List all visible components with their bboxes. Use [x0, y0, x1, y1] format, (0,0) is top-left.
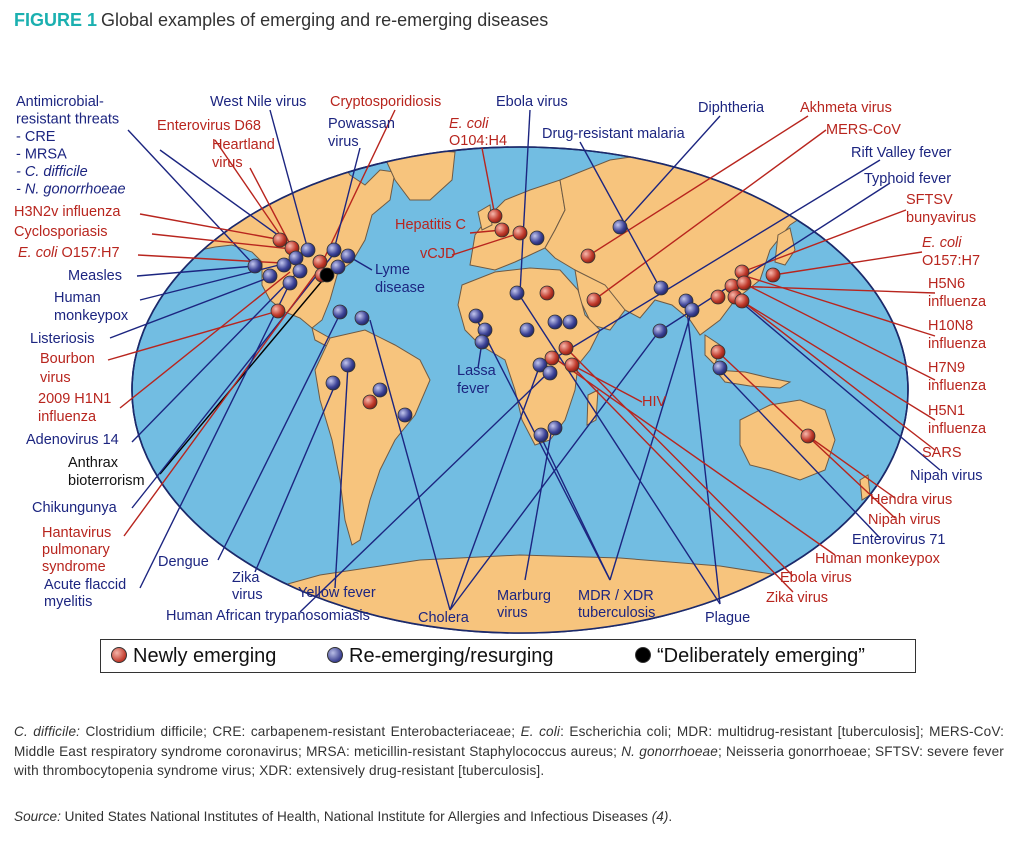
disease-label-line: Cholera	[418, 610, 469, 626]
disease-label-line: Hendra virus	[870, 492, 953, 508]
disease-label-line: - N. gonorrhoeae	[16, 181, 126, 198]
disease-label-line: virus	[212, 155, 243, 171]
disease-label-line: H5N6	[928, 276, 966, 292]
disease-label-cyclospora	[14, 224, 107, 240]
disease-label-h10n8	[928, 318, 987, 352]
disease-label-yellow	[298, 585, 376, 601]
disease-label-h5n6	[928, 276, 987, 310]
disease-label-line: Heartland	[212, 137, 275, 153]
disease-label-line: O157:H7	[922, 253, 981, 269]
source-note	[14, 809, 672, 824]
disease-label-line: Zika	[232, 570, 260, 586]
disease-label-line: Ebola virus	[496, 94, 568, 110]
disease-label-ecoli-eu	[449, 116, 507, 149]
disease-label-line: H5N1	[928, 403, 966, 419]
disease-label-line: E. coli	[449, 116, 489, 132]
re-emerging-marker	[283, 276, 297, 290]
newly-emerging-marker	[540, 286, 554, 300]
disease-label-line: influenza	[38, 409, 97, 425]
re-emerging-marker	[373, 383, 387, 397]
disease-label-mdr	[578, 588, 655, 621]
disease-label-hat	[166, 608, 370, 624]
disease-label-line: HIV	[642, 394, 667, 410]
newly-emerging-marker	[313, 255, 327, 269]
source-label: Source:	[14, 809, 61, 824]
disease-label-line: E. coli	[922, 235, 962, 251]
footnote-segment: C. difficile:	[14, 724, 81, 739]
disease-label-ev-d68	[157, 118, 261, 134]
disease-label-h5n1	[928, 403, 987, 437]
disease-label-line: Nipah virus	[910, 468, 983, 484]
disease-label-h3n2v	[14, 204, 121, 220]
disease-label-dengue	[158, 554, 209, 570]
disease-label-vcjd	[420, 246, 455, 262]
disease-label-line: virus	[328, 134, 359, 150]
disease-label-line: influenza	[928, 378, 987, 394]
re-emerging-marker	[301, 243, 315, 257]
disease-label-afm	[44, 577, 126, 610]
disease-label-line: - C. difficile	[16, 164, 88, 180]
legend-re	[327, 645, 554, 668]
source-ref: (4)	[651, 809, 669, 824]
re-emerging-marker	[520, 323, 534, 337]
footnote-segment: Clostridium difficile; CRE: carbapenem-resistant Enterobacteriaceae;	[80, 724, 521, 739]
disease-label-line: - CRE	[16, 129, 56, 145]
disease-label-sars	[922, 445, 962, 461]
newly-emerging-marker-icon	[111, 647, 127, 663]
re-emerging-marker	[563, 315, 577, 329]
newly-emerging-marker	[488, 209, 502, 223]
disease-label-ev71	[852, 532, 946, 548]
disease-label-line: H10N8	[928, 318, 974, 334]
disease-label-diphtheria	[698, 100, 765, 116]
disease-label-line: Antimicrobial-	[16, 94, 104, 110]
disease-label-line: Human African trypanosomiasis	[166, 608, 370, 624]
disease-label-line: virus	[497, 605, 528, 621]
disease-label-line: resistant threats	[16, 111, 120, 128]
disease-label-cholera	[418, 610, 470, 626]
disease-label-powassan	[328, 116, 395, 150]
disease-label-monkeypox-af	[815, 551, 941, 567]
footnote-segment: N. gonorrhoeae	[621, 743, 718, 759]
disease-label-antimicrobial	[16, 94, 126, 198]
re-emerging-marker	[289, 251, 303, 265]
disease-label-line: - MRSA	[16, 146, 67, 163]
disease-label-line: Measles	[68, 268, 122, 284]
re-emerging-marker	[534, 428, 548, 442]
newly-emerging-marker	[737, 276, 751, 290]
disease-label-ecoli-us	[18, 245, 120, 261]
disease-label-zika-am	[232, 570, 263, 603]
disease-label-akhmeta	[800, 100, 892, 116]
newly-emerging-marker	[565, 358, 579, 372]
re-emerging-marker	[333, 305, 347, 319]
re-emerging-marker	[548, 315, 562, 329]
disease-label-line: Zika virus	[766, 590, 829, 606]
disease-label-line: H3N2v influenza	[14, 204, 121, 220]
re-emerging-marker	[293, 264, 307, 278]
legend-deliberate	[635, 645, 865, 668]
disease-label-line: 2009 H1N1	[38, 391, 112, 407]
legend-newly-label: Newly emerging	[133, 645, 277, 667]
disease-label-line: vCJD	[420, 246, 456, 262]
source-end: .	[668, 809, 673, 824]
disease-label-line: Ebola virus	[780, 570, 852, 586]
footnote	[14, 722, 1004, 781]
figure-number: FIGURE 1	[14, 10, 98, 30]
disease-label-line: Plague	[705, 610, 751, 626]
newly-emerging-marker	[581, 249, 595, 263]
disease-label-line: O104:H4	[449, 133, 508, 149]
disease-label-line: Drug-resistant malaria	[542, 126, 685, 142]
disease-label-mers	[826, 122, 901, 138]
disease-label-plague	[705, 610, 750, 626]
disease-label-line: Lassa	[457, 363, 496, 379]
disease-label-line: Rift Valley fever	[851, 145, 952, 161]
re-emerging-marker	[543, 366, 557, 380]
disease-label-line: West Nile virus	[210, 94, 307, 110]
newly-emerging-marker	[545, 351, 559, 365]
disease-label-chik	[32, 500, 118, 516]
disease-label-heartland	[212, 137, 275, 171]
disease-label-line: influenza	[928, 336, 987, 352]
disease-label-hiv	[642, 394, 667, 410]
re-emerging-marker	[398, 408, 412, 422]
newly-emerging-marker	[711, 345, 725, 359]
disease-label-line: Yellow fever	[298, 585, 376, 601]
disease-label-line: Hantavirus	[42, 525, 112, 541]
newly-emerging-marker	[735, 294, 749, 308]
disease-label-line: Akhmeta virus	[800, 100, 892, 116]
disease-label-line: pulmonary	[42, 542, 110, 558]
figure-caption: Global examples of emerging and re-emerging diseases	[101, 10, 549, 30]
disease-label-ebola-n	[496, 94, 568, 110]
re-emerging-marker	[530, 231, 544, 245]
disease-label-line: fever	[457, 381, 490, 397]
disease-label-ecoli-jp	[922, 235, 980, 269]
disease-label-line: Chikungunya	[32, 500, 117, 516]
disease-label-line: virus	[40, 370, 71, 386]
disease-label-line: MERS-CoV	[826, 122, 901, 138]
disease-label-line: Enterovirus D68	[157, 118, 261, 134]
disease-label-monkeypox-us	[54, 290, 129, 324]
disease-label-nipah-re	[910, 468, 983, 484]
disease-label-line: Dengue	[158, 554, 209, 570]
disease-label-line: virus	[232, 587, 263, 603]
disease-label-bourbon	[40, 351, 95, 386]
newly-emerging-marker	[513, 226, 527, 240]
re-emerging-marker	[341, 358, 355, 372]
disease-label-sftsv	[906, 192, 976, 226]
disease-label-line: Powassan	[328, 116, 395, 132]
legend	[100, 639, 916, 673]
re-emerging-marker	[548, 421, 562, 435]
disease-label-line: SARS	[922, 445, 962, 461]
disease-label-line: influenza	[928, 294, 987, 310]
disease-label-typhoid	[864, 171, 951, 187]
newly-emerging-marker	[273, 233, 287, 247]
footnote-segment: ; Neisseria gonorrhoeae; SFTSV: severe fever with thrombocytopenia syndrome virus; XDR: extensively drug-resistant [tuberculosis].	[14, 743, 1004, 778]
disease-label-line: Diphtheria	[698, 100, 765, 116]
disease-label-line: disease	[375, 280, 425, 296]
newly-emerging-marker	[559, 341, 573, 355]
disease-label-line: Nipah virus	[868, 512, 941, 528]
disease-label-crypto	[330, 94, 441, 110]
disease-label-anthrax	[68, 455, 145, 489]
disease-label-malaria	[542, 126, 686, 142]
disease-label-line: E. coli O157:H7	[18, 245, 120, 261]
re-emerging-marker	[613, 220, 627, 234]
footnote-segment: E. coli	[520, 724, 561, 739]
disease-label-line: tuberculosis	[578, 605, 656, 621]
disease-label-line: bioterrorism	[68, 473, 145, 489]
newly-emerging-marker	[495, 223, 509, 237]
disease-label-listeria	[30, 331, 94, 347]
disease-label-line: Human	[54, 290, 101, 306]
disease-label-h1n1	[38, 391, 111, 425]
re-emerging-marker	[326, 376, 340, 390]
disease-label-line: Typhoid fever	[864, 171, 952, 187]
re-emerging-marker	[713, 361, 727, 375]
disease-label-line: Acute flaccid	[44, 577, 127, 593]
disease-label-line: bunyavirus	[906, 210, 977, 226]
disease-label-line: Hepatitis C	[395, 217, 466, 233]
disease-label-hanta	[42, 525, 111, 575]
newly-emerging-marker	[363, 395, 377, 409]
newly-emerging-marker	[587, 293, 601, 307]
re-emerging-marker	[653, 324, 667, 338]
disease-label-line: Bourbon	[40, 351, 95, 367]
disease-label-nipah-new	[868, 512, 941, 528]
disease-label-adeno	[26, 432, 119, 448]
disease-label-line: Human monkeypox	[815, 551, 940, 567]
disease-label-line: Adenovirus 14	[26, 432, 119, 448]
newly-emerging-marker	[766, 268, 780, 282]
disease-label-line: Enterovirus 71	[852, 532, 946, 548]
legend-newly	[111, 645, 276, 668]
footnote-segment: : Escherichia coli; MDR: multidrug-resistant [tuberculosis]; MERS-CoV: Middle East respiratory syndrome coronavirus; MRSA: meticillin-resistant Staphylococcus aureus;	[14, 724, 1005, 759]
re-emerging-marker	[277, 258, 291, 272]
disease-label-rvf	[851, 145, 952, 161]
re-emerging-marker	[341, 249, 355, 263]
re-emerging-marker	[510, 286, 524, 300]
newly-emerging-marker	[711, 290, 725, 304]
re-emerging-marker	[248, 259, 262, 273]
disease-label-hendra	[870, 492, 952, 508]
re-emerging-marker	[475, 335, 489, 349]
re-emerging-marker	[327, 243, 341, 257]
disease-label-line: syndrome	[42, 559, 106, 575]
disease-label-wnv	[210, 94, 306, 110]
disease-label-line: influenza	[928, 421, 987, 437]
re-emerging-marker	[263, 269, 277, 283]
deliberate-marker	[320, 268, 334, 282]
disease-label-line: SFTSV	[906, 192, 953, 208]
source-text: United States National Institutes of Health, National Institute for Allergies and Infectious Diseases	[60, 809, 652, 824]
disease-label-line: Anthrax	[68, 455, 118, 471]
re-emerging-marker	[685, 303, 699, 317]
re-emerging-marker	[355, 311, 369, 325]
disease-label-measles	[68, 268, 122, 284]
disease-label-h7n9	[928, 360, 987, 394]
legend-re-label: Re-emerging/resurging	[349, 645, 554, 667]
disease-label-line: myelitis	[44, 594, 93, 610]
disease-label-line: Lyme	[375, 262, 410, 278]
re-emerging-marker	[654, 281, 668, 295]
disease-label-line: H7N9	[928, 360, 966, 376]
disease-label-line: Marburg	[497, 588, 551, 604]
disease-label-hepc	[395, 217, 466, 233]
disease-label-zika-pac	[766, 590, 828, 606]
disease-label-line: Cyclosporiasis	[14, 224, 108, 240]
newly-emerging-marker	[271, 304, 285, 318]
disease-label-line: monkeypox	[54, 308, 129, 324]
disease-label-ebola-s	[780, 570, 852, 586]
re-emerging-marker	[469, 309, 483, 323]
re-emerging-marker-icon	[327, 647, 343, 663]
disease-label-line: MDR / XDR	[578, 588, 654, 604]
newly-emerging-marker	[801, 429, 815, 443]
disease-label-line: Cryptosporidiosis	[330, 94, 442, 110]
deliberate-marker-icon	[635, 647, 651, 663]
disease-label-line: Listeriosis	[30, 331, 95, 347]
legend-deliberate-label: “Deliberately emerging”	[657, 645, 865, 667]
